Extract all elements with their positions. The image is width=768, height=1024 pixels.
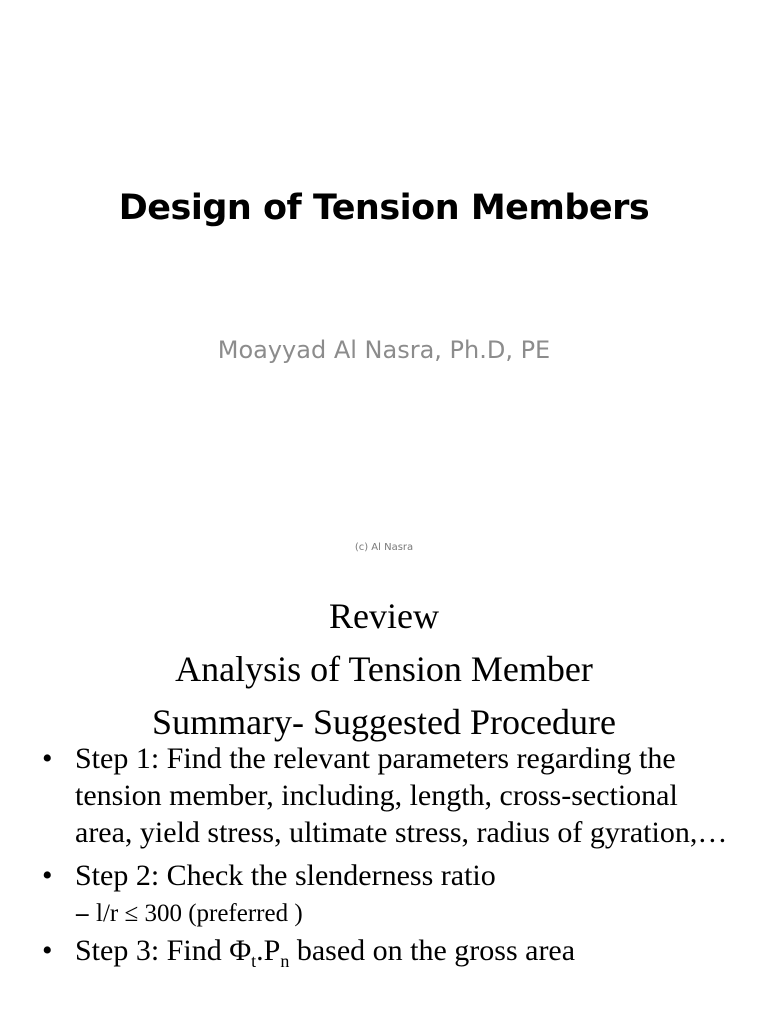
step-2-text: Step 2: Check the slenderness ratio [75, 859, 496, 892]
heading-line-summary: Summary- Suggested Procedure [152, 702, 616, 742]
slide-subtitle-author: Moayyad Al Nasra, Ph.D, PE [217, 336, 551, 364]
heading-line-analysis: Analysis of Tension Member [175, 649, 593, 689]
slide-footer-copyright: (c) Al Nasra [354, 542, 414, 553]
step-2-subitem [0, 896, 768, 932]
step-1-text: Step 1: Find the relevant parameters regarding the tension member, including, length, cross-sectional area, yield stress, ultimate stress, radius of gyration,… [75, 742, 728, 849]
step-3-item [0, 932, 768, 969]
bullet-dot-icon: • [42, 742, 53, 775]
step-2-item [0, 857, 768, 894]
slide-title: Design of Tension Members [118, 188, 650, 228]
review-slide [0, 586, 768, 1024]
dash-bullet-icon: – [76, 900, 89, 927]
bullet-dot-icon: • [42, 934, 53, 967]
procedure-steps-list [0, 740, 768, 969]
review-slide-heading [0, 590, 768, 749]
heading-line-review: Review [329, 596, 439, 636]
step-3-text: Step 3: Find $\Phi_t.P_n$ based on the gross area [75, 934, 576, 971]
step-2-sub-text: l/r ≤ 300 (preferred ) [96, 900, 303, 927]
step-1-item [0, 740, 768, 851]
bullet-dot-icon: • [42, 859, 53, 892]
